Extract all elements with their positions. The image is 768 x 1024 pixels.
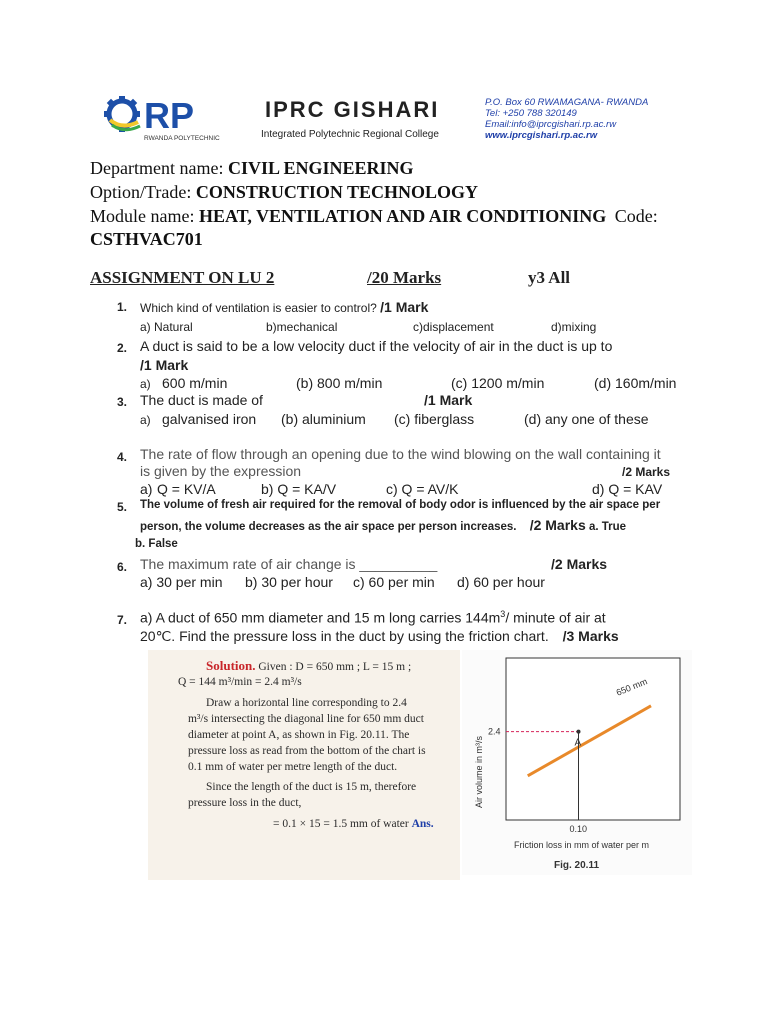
option-value: CONSTRUCTION TECHNOLOGY xyxy=(195,182,479,202)
module-value: HEAT, VENTILATION AND AIR CONDITIONING xyxy=(198,206,607,226)
q2-option-a: 600 m/min xyxy=(162,375,228,391)
q1-marks: /1 Mark xyxy=(380,299,429,315)
q4-option-a-label: a) xyxy=(140,481,153,497)
q1-question: Which kind of ventilation is easier to control? xyxy=(140,301,377,315)
q2-question: A duct is said to be a low velocity duct if the velocity of air in the duct is up to xyxy=(140,338,613,354)
q3-option-a-label: a) xyxy=(140,413,151,427)
y-axis-label: Air volume in m³/s xyxy=(474,735,484,808)
svg-text:RWANDA POLYTECHNIC: RWANDA POLYTECHNIC xyxy=(144,135,220,142)
q4-question-line1: The rate of flow through an opening due to the wind blowing on the wall containing it xyxy=(140,446,661,462)
q2-number: 2. xyxy=(117,341,128,355)
q5-number: 5. xyxy=(117,500,128,514)
q3-marks: /1 Mark xyxy=(424,392,473,408)
solution-q-line: Q = 144 m³/min = 2.4 m³/s xyxy=(178,676,302,688)
solution-para2-line2: pressure loss in the duct, xyxy=(188,797,302,809)
q6-number: 6. xyxy=(117,560,128,574)
q6-option-d: d) 60 per hour xyxy=(457,574,545,590)
assignment-class: y3 All xyxy=(528,268,571,287)
q7-text-c: 20℃. Find the pressure loss in the duct by using the friction chart. xyxy=(140,628,549,644)
q1-option-d: d)mixing xyxy=(551,320,597,334)
friction-chart xyxy=(462,650,692,875)
contact-website[interactable]: www.iprcgishari.rp.ac.rw xyxy=(485,130,598,141)
solution-heading: Solution. xyxy=(206,658,256,673)
q5-question-line2 xyxy=(140,517,626,533)
solution-para1-line4: pressure loss as read from the bottom of the chart is xyxy=(188,745,426,757)
department-line xyxy=(90,158,414,179)
q1-number: 1. xyxy=(117,300,128,314)
q3-number: 3. xyxy=(117,395,128,409)
solution-heading-line xyxy=(206,658,411,674)
q3-question: The duct is made of xyxy=(140,392,263,408)
friction-chart-panel xyxy=(462,650,692,875)
q7-marks: /3 Marks xyxy=(562,628,619,644)
y-tick-label: 2.4 xyxy=(488,726,501,737)
q7-text-b: / minute of air at xyxy=(505,609,606,626)
assignment-title: ASSIGNMENT ON LU 2 xyxy=(90,268,275,287)
solution-para1-line2: m³/s intersecting the diagonal line for 650 mm duct xyxy=(188,713,424,725)
q4-option-c: c) Q = AV/K xyxy=(386,481,459,497)
solution-para2-line1: Since the length of the duct is 15 m, therefore xyxy=(206,781,417,793)
contact-email[interactable]: Email:info@iprcgishari.rp.ac.rw xyxy=(485,119,617,130)
q2-option-b: (b) 800 m/min xyxy=(296,375,383,391)
module-label: Module name: xyxy=(90,206,195,226)
option-label: Option/Trade: xyxy=(90,182,192,202)
point-a-marker xyxy=(577,730,581,734)
q4-number: 4. xyxy=(117,450,128,464)
series-label-650mm: 650 mm xyxy=(614,676,649,698)
module-line xyxy=(90,206,658,227)
q6-option-b: b) 30 per hour xyxy=(245,574,333,590)
q5-option-b: b. False xyxy=(135,538,178,550)
q3-option-a: galvanised iron xyxy=(162,411,257,427)
q2-option-c: (c) 1200 m/min xyxy=(451,375,545,391)
solution-para1-line1: Draw a horizontal line corresponding to 2.4 xyxy=(206,697,407,709)
q3-option-d: (d) any one of these xyxy=(524,411,649,427)
q7-question-line1 xyxy=(140,609,606,626)
solution-ans: Ans. xyxy=(411,818,434,830)
q7-number: 7. xyxy=(117,613,128,627)
q4-option-b: b) Q = KA/V xyxy=(261,481,337,497)
q2-marks: /1 Mark xyxy=(140,357,189,373)
q1-text xyxy=(140,299,428,315)
q1-option-b: b)mechanical xyxy=(266,320,338,334)
q1-option-a: a) Natural xyxy=(140,320,193,334)
svg-text:RP: RP xyxy=(144,95,195,136)
q6-option-c: c) 60 per min xyxy=(353,574,435,590)
solution-para1-line3: diameter at point A, as shown in Fig. 20.11. The xyxy=(188,729,410,741)
code-line xyxy=(90,229,203,250)
q5-option-a: a. True xyxy=(588,521,627,533)
q7-text-a: a) A duct of 650 mm diameter and 15 m long carries 144m xyxy=(140,609,501,626)
institution-subtitle: Integrated Polytechnic Regional College xyxy=(261,129,439,140)
q5-marks: /2 Marks xyxy=(529,517,586,533)
q5-question-text: person, the volume decreases as the air space per person increases. xyxy=(140,521,517,533)
q7-superscript: 3 xyxy=(500,609,506,619)
point-a-label: A xyxy=(574,737,582,749)
option-line xyxy=(90,182,478,203)
solution-given: Given : D = 650 mm ; L = 15 m ; xyxy=(258,661,412,673)
q4-question-line2: is given by the expression xyxy=(140,463,302,479)
contact-tel: Tel: +250 788 320149 xyxy=(485,108,577,119)
institution-name: IPRC GISHARI xyxy=(265,97,440,122)
q6-marks: /2 Marks xyxy=(551,556,608,572)
figure-caption: Fig. 20.11 xyxy=(554,860,600,871)
department-label: Department name: xyxy=(90,158,224,178)
q2-option-d: (d) 160m/min xyxy=(594,375,677,391)
q7-question-line2 xyxy=(140,628,619,645)
solution-result: = 0.1 × 15 = 1.5 mm of water xyxy=(273,818,409,830)
x-axis-label: Friction loss in mm of water per m xyxy=(514,840,650,850)
contact-address: P.O. Box 60 RWAMAGANA- RWANDA xyxy=(485,97,649,108)
q5-question-line1: The volume of fresh air required for the removal of body odor is influenced by the air space per xyxy=(140,499,661,511)
gear-icon xyxy=(104,96,140,132)
x-tick-label: 0.10 xyxy=(569,824,588,834)
assignment-marks: /20 Marks xyxy=(367,268,442,287)
solution-result-line xyxy=(273,818,434,830)
q6-option-a: a) 30 per min xyxy=(140,574,223,590)
code-label: Code: xyxy=(614,206,658,226)
solution-para1-line5: 0.1 mm of water per metre length of the duct. xyxy=(188,761,398,773)
department-value: CIVIL ENGINEERING xyxy=(227,158,414,178)
rp-logo xyxy=(100,94,250,142)
q4-option-d: d) Q = KAV xyxy=(592,481,663,497)
q1-option-c: c)displacement xyxy=(413,320,494,334)
q4-option-a: Q = KV/A xyxy=(157,481,216,497)
code-value: CSTHVAC701 xyxy=(90,229,203,249)
q6-question: The maximum rate of air change is __________ xyxy=(140,556,438,572)
q2-option-a-label: a) xyxy=(140,377,151,391)
q3-option-c: (c) fiberglass xyxy=(394,411,475,427)
q3-option-b: (b) aluminium xyxy=(281,411,366,427)
solution-panel xyxy=(148,650,460,880)
q4-marks: /2 Marks xyxy=(622,465,671,479)
